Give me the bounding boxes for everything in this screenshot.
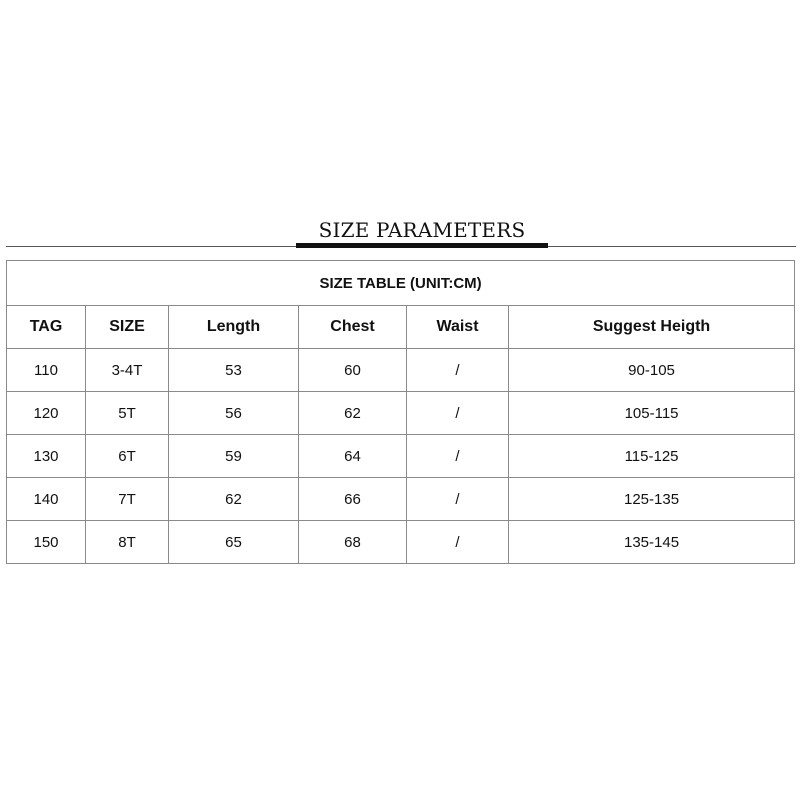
cell-length: 56: [169, 392, 299, 435]
cell-waist: /: [407, 349, 509, 392]
cell-suggest-height: 105-115: [509, 392, 795, 435]
cell-size: 7T: [86, 478, 169, 521]
column-header-length: Length: [169, 306, 299, 349]
table-caption-row: [7, 261, 795, 306]
cell-size: 6T: [86, 435, 169, 478]
column-header-size: SIZE: [86, 306, 169, 349]
table-caption: SIZE TABLE (UNIT:CM): [7, 261, 795, 306]
section-heading: [0, 216, 800, 250]
cell-chest: 66: [299, 478, 407, 521]
cell-waist: /: [407, 521, 509, 564]
cell-waist: /: [407, 392, 509, 435]
cell-chest: 68: [299, 521, 407, 564]
cell-chest: 62: [299, 392, 407, 435]
cell-length: 59: [169, 435, 299, 478]
cell-length: 53: [169, 349, 299, 392]
cell-length: 65: [169, 521, 299, 564]
cell-suggest-height: 115-125: [509, 435, 795, 478]
column-header-suggest-height: Suggest Heigth: [509, 306, 795, 349]
cell-suggest-height: 135-145: [509, 521, 795, 564]
table-row: [7, 349, 795, 392]
cell-waist: /: [407, 478, 509, 521]
table-row: [7, 392, 795, 435]
table-header-row: [7, 306, 795, 349]
cell-suggest-height: 125-135: [509, 478, 795, 521]
column-header-chest: Chest: [299, 306, 407, 349]
cell-tag: 130: [7, 435, 86, 478]
table-row: [7, 435, 795, 478]
column-header-tag: TAG: [7, 306, 86, 349]
cell-size: 3-4T: [86, 349, 169, 392]
cell-tag: 110: [7, 349, 86, 392]
cell-tag: 150: [7, 521, 86, 564]
cell-size: 8T: [86, 521, 169, 564]
size-table: [6, 260, 795, 564]
cell-waist: /: [407, 435, 509, 478]
cell-chest: 64: [299, 435, 407, 478]
table-row: [7, 521, 795, 564]
cell-chest: 60: [299, 349, 407, 392]
heading-title: SIZE PARAMETERS: [318, 218, 526, 242]
cell-length: 62: [169, 478, 299, 521]
cell-tag: 140: [7, 478, 86, 521]
column-header-waist: Waist: [407, 306, 509, 349]
cell-tag: 120: [7, 392, 86, 435]
table-row: [7, 478, 795, 521]
cell-size: 5T: [86, 392, 169, 435]
cell-suggest-height: 90-105: [509, 349, 795, 392]
